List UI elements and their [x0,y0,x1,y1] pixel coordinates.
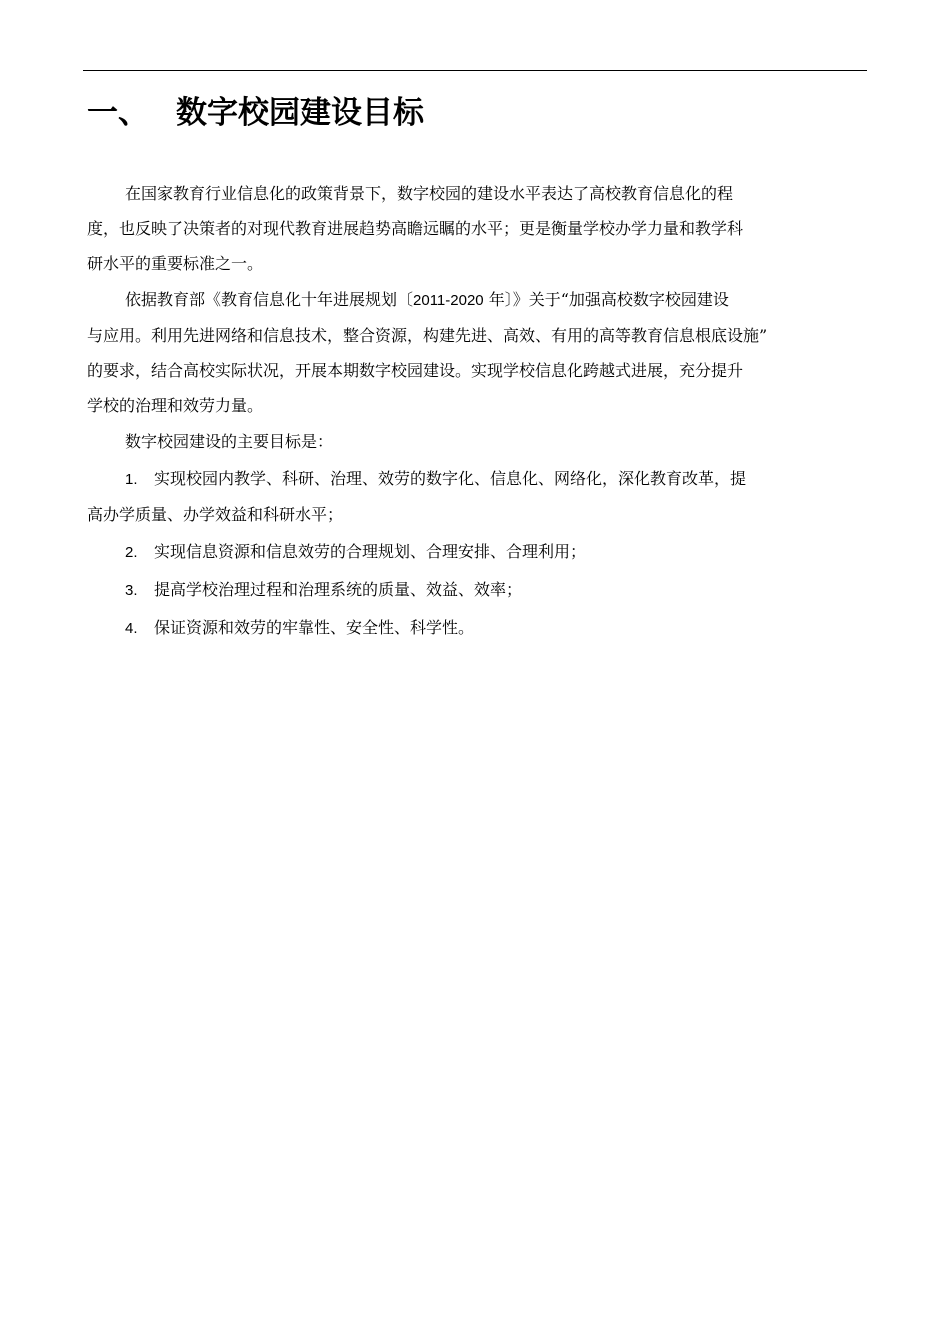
paragraph-line: 数字校园建设的主要目标是： [125,432,334,451]
list-item-text: 实现校园内教学、科研、治理、效劳的数字化、信息化、网络化，深化教育改革，提 [154,469,747,488]
goal-item-3 [87,572,877,608]
paragraph-line: 研水平的重要标准之一。 [87,254,264,273]
paragraph-goals-intro [87,424,877,459]
list-marker: 3. [125,582,138,599]
paragraph-text: 依据教育部《教育信息化十年进展规划〔 [125,290,414,309]
paragraph-line: 与应用。利用先进网络和信息技术，整合资源，构建先进、高效、有用的高等教育信息根底设施” [87,326,768,345]
body-text [87,176,877,648]
goal-item-1 [87,461,877,532]
list-marker: 1. [125,471,138,488]
goal-item-4 [87,610,877,646]
list-item-line [87,461,877,497]
section-heading [87,90,867,136]
list-item-text: 实现信息资源和信息效劳的合理规划、合理安排、合理利用； [154,542,587,561]
paragraph-line: 学校的治理和效劳力量。 [87,396,264,415]
list-marker: 2. [125,544,138,561]
header-rule [83,70,867,71]
list-item-line [87,572,877,608]
list-item-line: 高办学质量、办学效益和科研水平； [87,505,344,524]
paragraph-text: 年〕》关于“加强高校数字校园建设 [483,290,729,309]
paragraph-line [87,282,877,318]
paragraph-background [87,176,877,281]
paragraph-line: 的要求，结合高校实际状况，开展本期数字校园建设。实现学校信息化跨越式进展，充分提升 [87,361,744,380]
section-title: 数字校园建设目标 [176,95,424,131]
paragraph-line: 在国家教育行业信息化的政策背景下，数字校园的建设水平表达了高校教育信息化的程 [125,184,734,203]
list-item-text: 提高学校治理过程和治理系统的质量、效益、效率； [154,580,523,599]
paragraph-line: 度，也反映了决策者的对现代教育进展趋势高瞻远瞩的水平；更是衡量学校办学力量和教学科 [87,219,744,238]
goal-item-2 [87,534,877,570]
list-item-line [87,610,877,646]
list-marker: 4. [125,620,138,637]
year-range: 2011-2020 [413,292,484,309]
list-item-text: 保证资源和效劳的牢靠性、安全性、科学性。 [154,618,475,637]
paragraph-policy [87,282,877,423]
list-item-line [87,534,877,570]
section-number: 一、 [87,95,149,131]
